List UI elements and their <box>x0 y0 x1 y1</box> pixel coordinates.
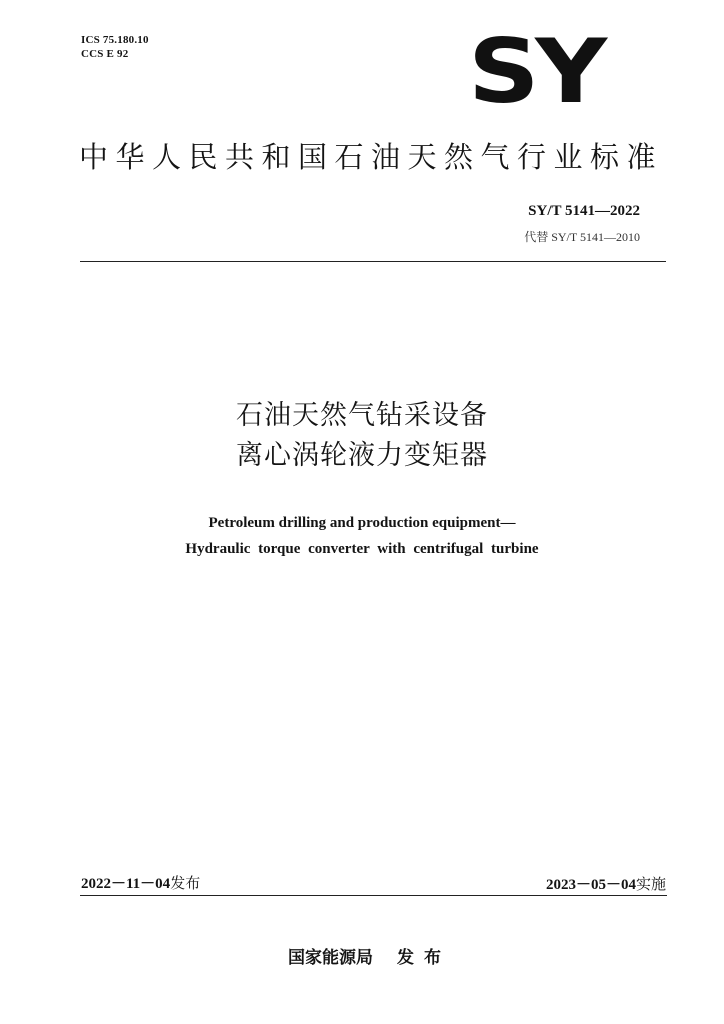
top-divider <box>80 261 666 262</box>
publish-label: 发布 <box>170 874 201 892</box>
sy-logo: SY <box>468 20 603 123</box>
bottom-divider <box>80 895 667 896</box>
english-title-line-2: Hydraulic torque converter with centrifugal turbine <box>185 541 539 557</box>
issuer-line <box>288 943 451 968</box>
ccs-code: CCS E 92 <box>81 48 129 60</box>
chinese-title-line-1: 石油天然气钻采设备 <box>236 400 488 431</box>
replaces-standard: 代替 SY/T 5141—2010 <box>524 230 640 244</box>
effective-date-block <box>546 873 666 894</box>
effective-date: 2023－05－04 <box>545 877 636 893</box>
standard-type-title: 中华人民共和国石油天然气行业标准 <box>79 140 664 174</box>
chinese-title-line-2: 离心涡轮液力变矩器 <box>236 440 488 471</box>
publish-date: 2022－11－04 <box>81 876 171 892</box>
english-title <box>0 510 724 562</box>
issuer-verb: 发布 <box>397 948 451 968</box>
chinese-title <box>0 396 724 476</box>
standard-number: SY/T 5141—2022 <box>528 203 640 219</box>
english-title-line-1: Petroleum drilling and production equipment— <box>208 515 516 531</box>
effective-label: 实施 <box>635 875 666 893</box>
publish-date-block <box>81 872 200 893</box>
classification-codes <box>81 33 149 61</box>
issuer-name: 国家能源局 <box>288 948 373 968</box>
ics-code: ICS 75.180.10 <box>81 34 149 46</box>
